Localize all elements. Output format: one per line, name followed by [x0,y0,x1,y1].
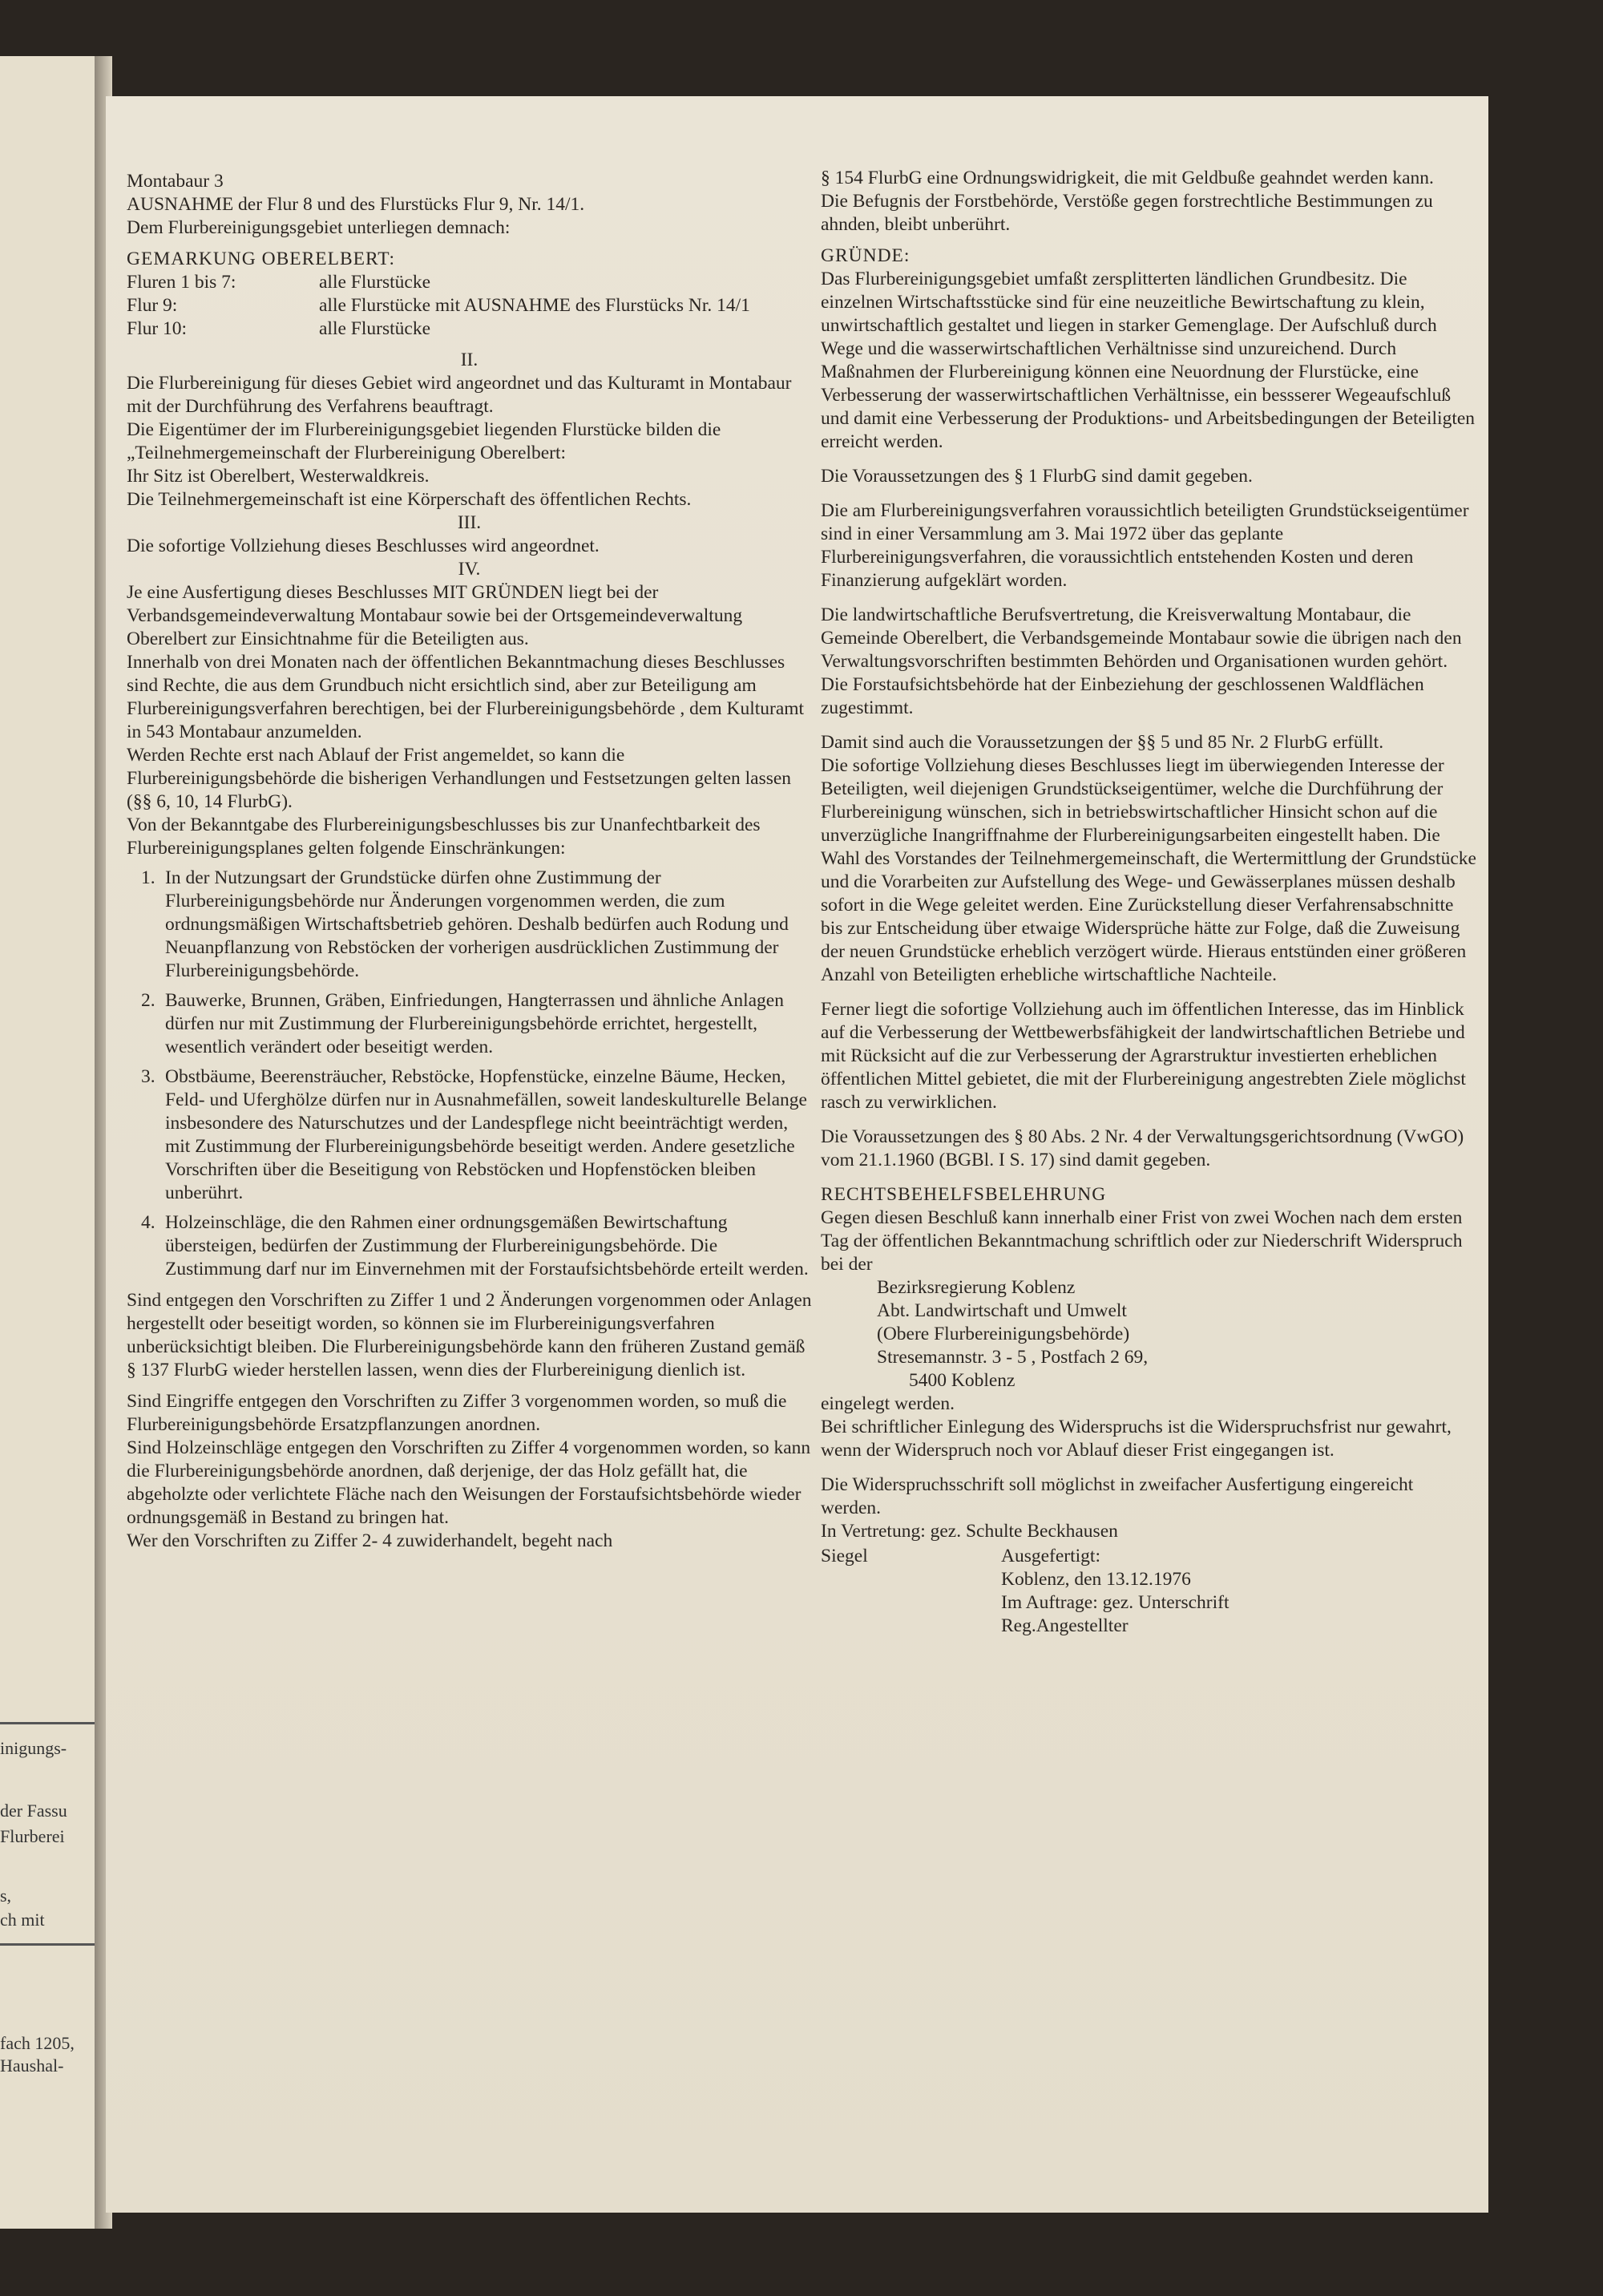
flur-value: alle Flurstücke mit AUSNAHME des Flurstücks Nr. 14/1 [319,295,750,316]
address-line: (Obere Flurbereinigungsbehörde) [877,1324,1130,1344]
gruende-heading: GRÜNDE: [821,245,911,266]
paragraph: In Vertretung: gez. Schulte Beckhausen [821,1521,1118,1542]
gemarkung-heading: GEMARKUNG OBERELBERT: [127,249,396,269]
fragment: Haushal- [0,2055,64,2076]
divider [0,1722,96,1724]
flur-row [127,271,812,294]
paragraph: eingelegt werden. [821,1393,955,1414]
list-item [127,1065,812,1205]
signature-block [821,1545,1478,1638]
signature-line: Reg.Angestellter [1001,1615,1129,1636]
paragraph: Die Eigentümer der im Flurbereinigungsgebiet liegenden Flurstücke bilden die [127,419,721,440]
list-number: 4. [141,1212,155,1233]
fragment: Flurberei [0,1826,65,1846]
list-text: Obstbäume, Beerensträucher, Rebstöcke, Hopfenstücke, einzelne Bäume, Hecken, Feld- und Uferghölze dürfen nur in Ausnahmefällen, soweit landeskulturelle Belange insbesondere des Naturschutzes und der Landespflege nicht beeinträchtigt werden, mit Zustimmung der Flurbereinigungsbehörde beseitigt werden. Andere gesetzliche Vorschriften über die Beseitigung von Rebstöcken und Hopfenstöcken bleiben unberührt. [165,1066,807,1203]
paragraph: Werden Rechte erst nach Ablauf der Frist angemeldet, so kann die Flurbereinigungsbehörde die bisherigen Verhandlungen und Festsetzungen gelten lassen (§§ 6, 10, 14 FlurbG). [127,745,792,812]
paragraph: Die Befugnis der Forstbehörde, Verstöße gegen forstrechtliche Bestimmungen zu ahnden, bleibt unberührt. [821,191,1433,235]
seal-label: Siegel [821,1546,868,1566]
text-line: AUSNAHME der Flur 8 und des Flurstücks Flur 9, Nr. 14/1. [127,194,585,215]
paragraph: Ihr Sitz ist Oberelbert, Westerwaldkreis. [127,466,430,487]
paragraph: Die am Flurbereinigungsverfahren voraussichtlich beteiligten Grundstückseigentümer sind in einer Versammlung am 3. Mai 1972 über das geplante Flurbereinigungsverfahren, die voraussichtlich entstehenden Kosten und deren Finanzierung aufgeklärt worden. [821,500,1469,591]
signature-line: Im Auftrage: gez. Unterschrift [1001,1592,1230,1613]
list-item [127,989,812,1059]
document-page [106,96,1488,2213]
paragraph: Das Flurbereinigungsgebiet umfaßt zersplitterten ländlichen Grundbesitz. Die einzelnen Wirtschaftsstücke sind für eine neuzeitliche Bewirtschaftung zu klein, unwirtschaftlich gestaltet und liegen in starker Gemenglage. Der Aufschluß durch Wege und die wasserwirtschaftlichen Verhältnisse sind unzureichend. Durch Maßnahmen der Flurbereinigung können eine Neuordnung der Flurstücke, eine Verbesserung der wasserwirtschaftlichen Verhältnisse, ein bessserer Wegeaufschluß und damit eine Verbesserung der Produktions- und Arbeitsbedingungen der Beteiligten erreicht werden. [821,269,1476,452]
list-text: In der Nutzungsart der Grundstücke dürfen ohne Zustimmung der Flurbereinigungsbehörde nur Änderungen vorgenommen werden, die zum ordnungsmäßigen Wirtschaftsbetrieb gehören. Deshalb bedürfen auch Rodung und Neuanpflanzung von Rebstöcken der vorherigen ausdrücklichen Zustimmung der Flurbereinigungsbehörde. [165,867,789,981]
flur-key: Fluren 1 bis 7: [127,272,236,293]
list-number: 3. [141,1066,155,1087]
signature-line: Koblenz, den 13.12.1976 [1001,1569,1191,1590]
right-column [821,167,1478,1638]
fragment: s, [0,1886,12,1906]
signature-line: Ausgefertigt: [1001,1546,1100,1566]
section-number: III. [457,512,482,533]
paragraph: Die Widerspruchsschrift soll möglichst in zweifacher Ausfertigung eingereicht werden. [821,1474,1414,1518]
flur-key: Flur 10: [127,318,188,339]
paragraph: Wer den Vorschriften zu Ziffer 2- 4 zuwiderhandelt, begeht nach [127,1530,613,1551]
signature-lines [1001,1545,1230,1638]
paragraph: Je eine Ausfertigung dieses Beschlusses MIT GRÜNDEN liegt bei der Verbandsgemeindeverwaltung Montabaur sowie bei der Ortsgemeindeverwaltung Oberelbert zur Einsichtnahme für die Beteiligten aus. [127,582,743,649]
paragraph: Von der Bekanntgabe des Flurbereinigungsbeschlusses bis zur Unanfechtbarkeit des Flurbereinigungsplanes gelten folgende Einschränkungen: [127,815,761,859]
fragment: ch mit [0,1910,45,1930]
paragraph: Die Flurbereinigung für dieses Gebiet wird angeordnet und das Kulturamt in Montabaur mit der Durchführung des Verfahrens beauftragt. [127,373,792,417]
flur-row [127,294,812,317]
paragraph: Die sofortige Vollziehung dieses Beschlusses liegt im überwiegenden Interesse der Beteiligten, weil diejenigen Grundstückseigentümer, welche die Durchführung der Flurbereinigung wünschen, sich in betriebswirtschaftlicher Hinsicht schon auf die unverzügliche Inangriffnahme der Flurbereinigungsarbeiten eingestellt haben. Die Wahl des Vorstandes der Teilnehmergemeinschaft, die Wertermittlung der Grundstücke und die Vorarbeiten zur Aufstellung des Wege- und Gewässerplanes müssen deshalb sofort in die Wege geleitet werden. Eine Zurückstellung dieser Verfahrensabschnitte bis zur Entscheidung über etwaige Widersprüche hätte zur Folge, daß die Zuweisung der neuen Grundstücke erheblich verzögert würde. Hieraus entstünden einer größeren Anzahl von Beteiligten erhebliche wirtschaftliche Nachteile. [821,755,1476,985]
list-number: 2. [141,990,155,1011]
left-column [127,170,812,1553]
previous-page-edge [0,56,104,2229]
paragraph: Ferner liegt die sofortige Vollziehung auch im öffentlichen Interesse, das im Hinblick auf die Verbesserung der Wettbewerbsfähigkeit der landwirtschaftlichen Betriebe und mit Rücksicht auf die zur Verbesserung der Agrarstruktur investierten erheblichen öffentlichen Mittel gebietet, die mit der Flurbereinigung angestrebten Ziele möglichst rasch zu verwirklichen. [821,999,1466,1113]
paragraph: Die sofortige Vollziehung dieses Beschlusses wird angeordnet. [127,536,600,556]
address-line: Bezirksregierung Koblenz [877,1277,1076,1298]
list-text: Bauwerke, Brunnen, Gräben, Einfriedungen, Hangterrassen und ähnliche Anlagen dürfen nur mit Zustimmung der Flurbereinigungsbehörde errichtet, hergestellt, wesentlich verändert oder beseitigt werden. [165,990,784,1057]
flur-value: alle Flurstücke [319,272,431,293]
paragraph: Sind entgegen den Vorschriften zu Ziffer 1 und 2 Änderungen vorgenommen oder Anlagen hergestellt oder beseitigt worden, so können sie im Flurbereinigungsverfahren unberücksichtigt bleiben. Die Flurbereinigungsbehörde kann den früheren Zustand gemäß § 137 FlurbG wieder herstellen lassen, wenn dies der Flurbereinigung dienlich ist. [127,1290,812,1380]
fragment: inigungs- [0,1738,67,1758]
flur-key: Flur 9: [127,295,178,316]
paragraph: Sind Holzeinschläge entgegen den Vorschriften zu Ziffer 4 vorgenommen worden, so kann die Flurbereinigungsbehörde anordnen, daß derjenige, der das Holz gefällt hat, die abgeholzte oder verlichtete Fläche nach den Weisungen der Forstaufsichtsbehörde wieder ordnungsgemäß in Bestand zu bringen hat. [127,1437,811,1528]
paragraph: Die Voraussetzungen des § 1 FlurbG sind damit gegeben. [821,466,1253,487]
address-line: 5400 Koblenz [909,1370,1016,1391]
paragraph: Die Teilnehmergemeinschaft ist eine Körperschaft des öffentlichen Rechts. [127,489,692,510]
section-number: II. [460,350,478,370]
fragment: fach 1205, [0,2033,75,2053]
paragraph: Damit sind auch die Voraussetzungen der §§ 5 und 85 Nr. 2 FlurbG erfüllt. [821,732,1384,753]
fragment: der Fassu [0,1801,67,1821]
text-line: Dem Flurbereinigungsgebiet unterliegen demnach: [127,217,511,238]
paragraph: „Teilnehmergemeinschaft der Flurbereinigung Oberelbert: [127,443,567,463]
address-line: Abt. Landwirtschaft und Umwelt [877,1300,1127,1321]
list-item [127,867,812,983]
paragraph: Die landwirtschaftliche Berufsvertretung, die Kreisverwaltung Montabaur, die Gemeinde Oberelbert, die Verbandsgemeinde Montabaur sowie die übrigen nach den Verwaltungsvorschriften bestimmten Behörden und Organisationen wurden gehört. Die Forstaufsichtsbehörde hat der Einbeziehung der geschlossenen Waldflächen zugestimmt. [821,604,1462,718]
rechtsbehelf-heading: RECHTSBEHELFSBELEHRUNG [821,1184,1107,1205]
paragraph: § 154 FlurbG eine Ordnungswidrigkeit, die mit Geldbuße geahndet werden kann. [821,168,1434,188]
paragraph: Bei schriftlicher Einlegung des Widerspruchs ist die Widerspruchsfrist nur gewahrt, wenn der Widerspruch noch vor Ablauf dieser Frist eingegangen ist. [821,1417,1452,1461]
divider [0,1943,96,1946]
paragraph: Gegen diesen Beschluß kann innerhalb einer Frist von zwei Wochen nach dem ersten Tag der öffentlichen Bekanntmachung schriftlich oder zur Niederschrift Widerspruch bei der [821,1207,1463,1275]
text-line: Montabaur 3 [127,171,224,192]
paragraph: Innerhalb von drei Monaten nach der öffentlichen Bekanntmachung dieses Beschlusses sind Rechte, die aus dem Grundbuch nicht ersichtlich sind, aber zur Beteiligung am Flurbereinigungsverfahren berechtigen, bei der Flurbereinigungsbehörde , dem Kulturamt in 543 Montabaur anzumelden. [127,652,805,742]
paragraph: Die Voraussetzungen des § 80 Abs. 2 Nr. 4 der Verwaltungsgerichtsordnung (VwGO) vom 21.1.1960 (BGBl. I S. 17) sind damit gegeben. [821,1126,1464,1170]
list-item [127,1211,812,1281]
flur-value: alle Flurstücke [319,318,431,339]
section-number: IV. [458,559,481,580]
flur-row [127,317,812,341]
list-number: 1. [141,867,155,888]
paragraph: Sind Eingriffe entgegen den Vorschriften zu Ziffer 3 vorgenommen worden, so muß die Flurbereinigungsbehörde Ersatzpflanzungen anordnen. [127,1391,787,1435]
address-line: Stresemannstr. 3 - 5 , Postfach 2 69, [877,1347,1149,1368]
list-text: Holzeinschläge, die den Rahmen einer ordnungsgemäßen Bewirtschaftung übersteigen, bedürfen der Zustimmung der Flurbereinigungsbehörde. Die Zustimmung darf nur im Einvernehmen mit der Forstaufsichtsbehörde erteilt werden. [165,1212,809,1279]
